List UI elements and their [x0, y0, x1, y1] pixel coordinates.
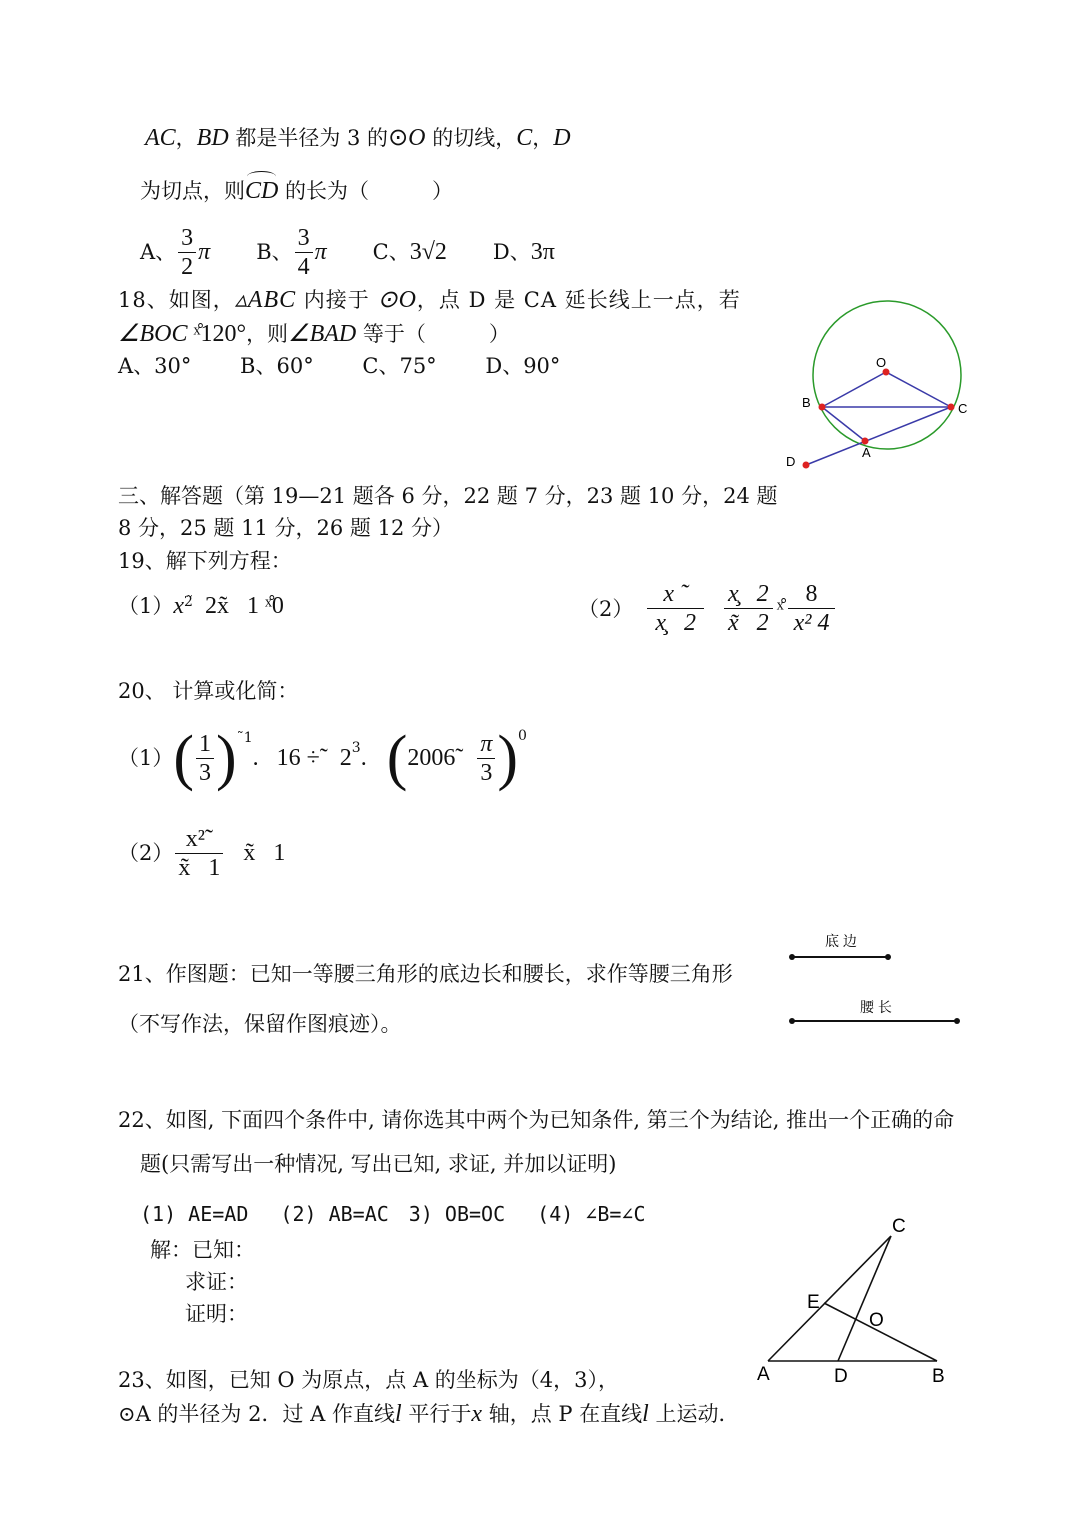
label-leg: 腰 长: [860, 999, 892, 1015]
q21-line1: 21、作图题：已知一等腰三角形的底边长和腰长，求作等腰三角形: [118, 962, 733, 986]
point-c: [948, 404, 955, 411]
q17-options: [140, 222, 555, 282]
arc-cd: [245, 177, 278, 205]
fraction-x2: [175, 825, 223, 882]
endpoint: [885, 954, 891, 960]
q17-line2: [140, 177, 453, 205]
q22-conditions: (1) AE=AD (2) AB=AC 3) OB=OC (4) ∠B=∠C: [140, 1202, 646, 1226]
q18-eq-value: ˣ̊120°: [187, 321, 247, 347]
q23-line1: 23、如图，已知 O 为原点，点 A 的坐标为（4，3），: [118, 1368, 620, 1392]
q19-part2: [578, 580, 837, 637]
part-label: （1）: [118, 594, 174, 618]
q23-text3: 轴，点 P 在直线: [482, 1402, 643, 1426]
q20-title: 20、 计算或化简：: [118, 679, 299, 703]
q23-text2: 平行于: [401, 1402, 472, 1426]
frac-num: π: [480, 730, 493, 757]
frac-den: x² 4: [788, 608, 836, 637]
frac-den: x̃ 2: [724, 608, 773, 637]
triangle-abc: ▵ABC: [234, 287, 297, 313]
q18-text1: 18、如图，: [118, 288, 235, 312]
circle-symbol: ⊙: [388, 125, 409, 151]
circle-o: ⊙O: [377, 287, 417, 313]
dot: .: [360, 745, 367, 771]
q18-text2: 内接于: [296, 288, 378, 312]
point-a: [862, 438, 869, 445]
q17-opt-d-value: 3π: [530, 239, 555, 265]
q18-text3: ，点 D 是 CA 延长线上一点，若: [416, 288, 741, 312]
q17-opt-c-value: 3√2: [409, 239, 447, 265]
label-a: A: [757, 1364, 770, 1385]
angle-bad: ∠BAD: [288, 321, 357, 347]
axis-x: x: [471, 1401, 483, 1427]
frac-num: 3: [297, 224, 310, 251]
q17-ac: AC: [145, 125, 176, 151]
right-paren: ): [497, 724, 519, 792]
label-d: D: [834, 1366, 848, 1387]
q17-line1: [145, 124, 571, 152]
q17-opt-d-label: D、: [492, 240, 531, 264]
segment-bo: [822, 372, 886, 407]
section3-line2: 8 分，25 题 11 分，26 题 12 分）: [118, 516, 453, 540]
frac-den: 2: [178, 252, 196, 281]
pi-symbol: π: [198, 239, 211, 265]
q22-line1: 22、如图, 下面四个条件中, 请你选其中两个为已知条件, 第三个为结论, 推出一个正确的命: [118, 1108, 955, 1132]
fraction-3: [788, 580, 836, 637]
arc-mark: [247, 171, 276, 182]
left-paren: (: [173, 724, 195, 792]
q17-opt-b-label: B、: [256, 240, 293, 264]
endpoint: [789, 1018, 795, 1024]
q17-sep: ，: [175, 126, 197, 150]
part-label: （2）: [118, 841, 174, 865]
q17-text3: 为切点，则: [140, 179, 245, 203]
label-c: C: [958, 401, 968, 416]
q17-opt-c-label: C、: [372, 240, 410, 264]
q17-text2: 的切线，: [425, 126, 517, 150]
segment-dc: [838, 1236, 891, 1361]
left-paren: (: [386, 724, 408, 792]
q18-text5: 等于（ ）: [356, 322, 510, 346]
part-label: （2）: [578, 596, 634, 621]
frac-num: 1: [199, 730, 212, 757]
q18-options: A、30° B、60° C、75° D、90°: [118, 354, 561, 378]
variable-x: x: [173, 593, 185, 619]
q17-text1: 都是半径为 3 的: [228, 126, 389, 150]
frac-num: x̧ 2: [728, 581, 769, 607]
fraction-pi-third: [477, 730, 495, 787]
q22-solve: 解：已知：: [150, 1238, 255, 1262]
label-b: B: [802, 395, 811, 410]
q17-opt-a-label: A、: [140, 240, 177, 264]
q19-title: 19、解下列方程：: [118, 549, 292, 573]
segment-ac: [768, 1236, 891, 1361]
dot: .: [252, 745, 259, 771]
label-o: O: [869, 1310, 884, 1331]
q22-line2: 题(只需写出一种情况, 写出已知, 求证, 并加以证明): [140, 1152, 617, 1176]
endpoint: [954, 1018, 960, 1024]
frac-num: 3: [181, 224, 194, 251]
q17-o: O: [408, 125, 426, 151]
line-l: l: [642, 1401, 649, 1427]
q17-opt-a-fraction: [178, 224, 196, 281]
frac-den: x̃ 1: [175, 853, 223, 882]
label-base: 底 边: [825, 933, 857, 949]
pi-symbol: π: [314, 239, 327, 265]
q22-figure: [745, 1208, 955, 1388]
q18-line2: [118, 320, 510, 348]
arc-label: CD: [245, 178, 279, 204]
equation-rest: 2x̃ 1 ˣ̊0: [192, 593, 284, 619]
point-b: [819, 404, 826, 411]
frac-den: 3: [477, 758, 495, 787]
q19-part1: [118, 592, 284, 620]
expression-middle: 16 ÷˜ 2: [276, 745, 352, 771]
q22-proof: 证明：: [185, 1302, 248, 1326]
fraction-1: [647, 580, 704, 637]
part-label: （1）: [118, 746, 174, 770]
q18-line1: [118, 286, 741, 314]
equals-sign: ˣ̊: [776, 595, 784, 622]
frac-den: x̧ 2: [647, 608, 704, 637]
endpoint: [789, 954, 795, 960]
angle-boc: ∠BOC: [118, 321, 188, 347]
exponent: 0: [518, 728, 527, 744]
label-o: O: [876, 355, 887, 370]
exponent: 2̃: [184, 594, 193, 610]
frac-num: 8: [805, 581, 818, 607]
q21-line2: （不写作法，保留作图痕迹）。: [118, 1012, 402, 1036]
q17-opt-b-fraction: [295, 224, 313, 281]
q23-text1: ⊙A 的半径为 2．过 A 作直线: [118, 1402, 395, 1426]
year-value: 2006̃: [407, 745, 456, 771]
exponent: ˜1: [236, 730, 253, 746]
segment-ba: [822, 407, 865, 441]
frac-den: 4: [295, 252, 313, 281]
q23-text4: 上运动．: [648, 1402, 740, 1426]
q17-bd: BD: [196, 125, 229, 151]
frac-num: x²˜: [185, 825, 213, 852]
label-c: C: [892, 1216, 906, 1237]
line-l: l: [395, 1401, 402, 1427]
label-d: D: [786, 454, 796, 469]
q20-part2: [118, 822, 285, 884]
expression-rest: x̃ 1: [243, 840, 286, 866]
q17-d: D: [553, 125, 571, 151]
q17-text4: 的长为（ ）: [278, 179, 454, 203]
frac-num: x ˜: [663, 581, 689, 607]
exponent: 3: [351, 740, 361, 756]
q18-text4: ，则: [246, 322, 289, 346]
label-e: E: [807, 1292, 820, 1313]
fraction-2: [724, 580, 773, 637]
q20-part1: [118, 722, 527, 794]
label-b: B: [932, 1366, 945, 1387]
q17-sep2: ，: [532, 126, 554, 150]
q21-segments: [780, 928, 970, 1033]
fraction-one-third: [196, 730, 214, 787]
segment-oc: [886, 372, 951, 407]
label-a: A: [862, 445, 871, 460]
section3-line1: 三、解答题（第 19—21 题各 6 分，22 题 7 分，23 题 10 分，24 题: [118, 484, 778, 508]
q23-line2: [118, 1400, 740, 1428]
frac-den: 3: [196, 758, 214, 787]
q22-prove: 求证：: [185, 1270, 248, 1294]
point-d: [803, 462, 810, 469]
right-paren: ): [216, 724, 237, 792]
q18-figure: [780, 290, 980, 480]
q17-c: C: [516, 125, 533, 151]
